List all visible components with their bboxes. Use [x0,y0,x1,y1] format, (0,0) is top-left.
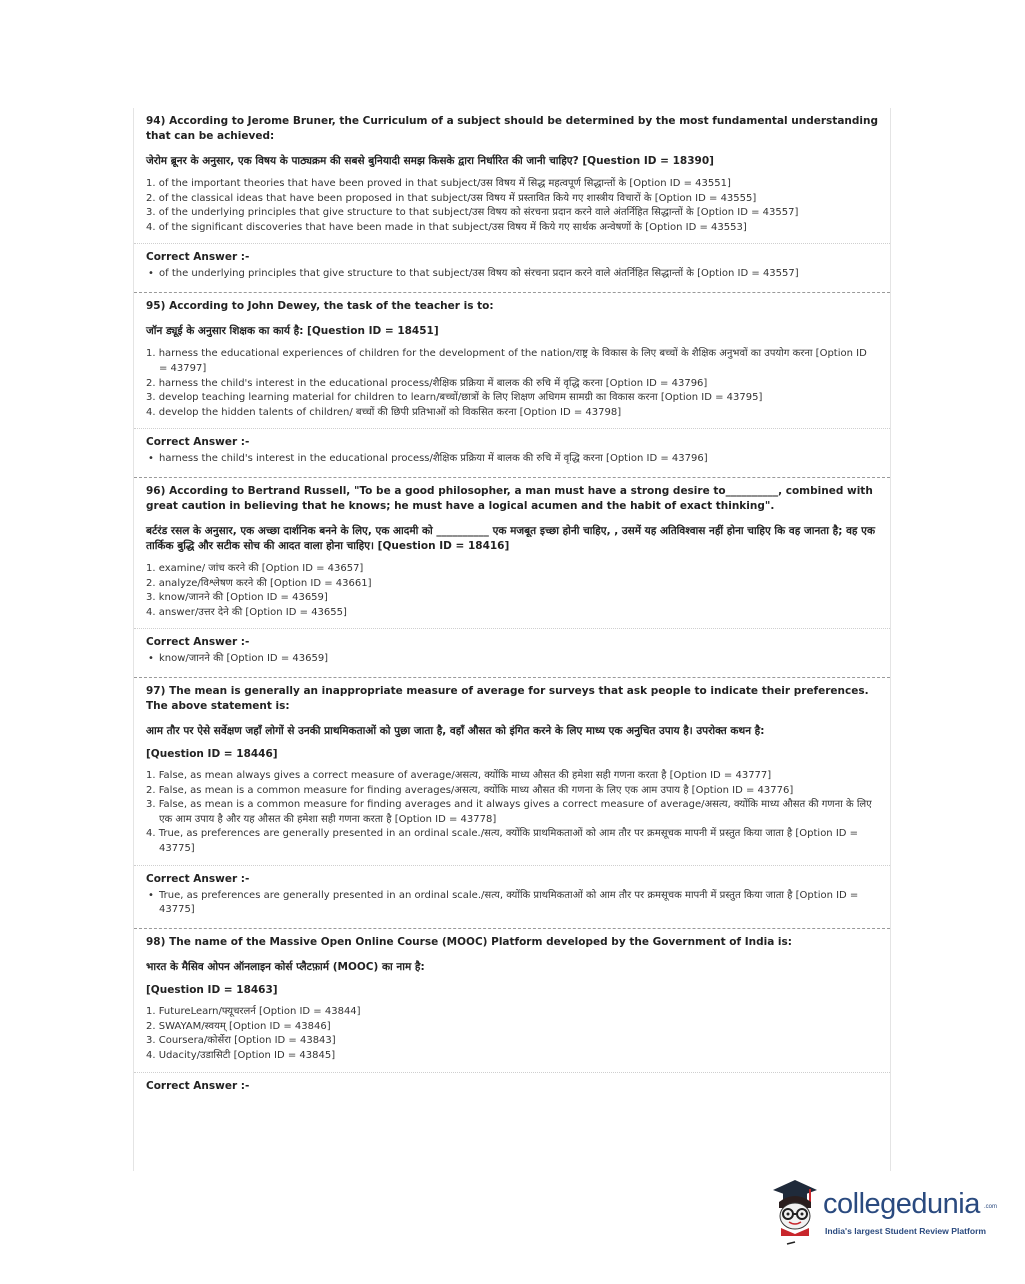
option-1: 1. harness the educational experiences of children for the development of the nation/राष्ट्र के विकास के लिए बच्चों के शैक्षिक अनुभवों का उपयोग करना [Option ID = 43797] [146,348,867,375]
correct-answer-text: • of the underlying principles that give structure to that subject/उस विषय को संरचना प्रदान करने वाले अंतर्निहित सिद्धान्तों के [Option ID = 43557] [146,267,878,282]
correct-answer-text: • True, as preferences are generally presented in an ordinal scale./सत्य, क्योंकि प्राथमिकताओं को आम तौर पर क्रमसूचक मापनी में प्रस्तुत किया जाता है [Option ID = 43775] [146,889,878,918]
logo-tagline: India's largest Student Review Platform [825,1226,987,1236]
option-4: 4. of the significant discoveries that have been made in that subject/उस विषय में किये गए सार्थक अन्वेषणों के [Option ID = 43553] [146,221,747,233]
option-4: 4. answer/उत्तर देने की [Option ID = 43655] [146,606,347,618]
option-2: 2. False, as mean is a common measure for finding averages/असत्य, क्योंकि माध्य औसत की गणना के लिए एक आम उपाय है [Option ID = 43776] [146,784,794,796]
correct-answer-label: Correct Answer :- [146,1079,250,1092]
option-4: 4. develop the hidden talents of children/ बच्चों की छिपी प्रतिभाओं को विकसित करना [Option ID = 43798] [146,406,622,418]
option-1: 1. FutureLearn/फ्यूचरलर्न [Option ID = 43844] [146,1006,361,1018]
question-hindi-text: जेरोम ब्रूनर के अनुसार, एक विषय के पाठ्यक्रम की सबसे बुनियादी समझ किसके द्वारा निर्धारित की जानी चाहिए? [Question ID = 18390] [146,155,714,167]
options-list [146,177,878,235]
correct-answer-98 [134,1073,890,1093]
option-3: 3. develop teaching learning material for children to learn/बच्चों/छात्रों के लिए शिक्षण अधिगम सामग्री का विकास करना [Option ID = 43795] [146,392,763,404]
logo-wordmark: collegedunia [823,1188,980,1220]
option-2: 2. harness the child's interest in the educational process/शैक्षिक प्रक्रिया में बालक की रुचि में वृद्धि करना [Option ID = 43796] [146,377,708,389]
question-98 [134,929,890,1064]
question-id: [Question ID = 18446] [146,748,278,760]
option-1: 1. of the important theories that have been proved in that subject/उस विषय में सिद्ध महत्वपूर्ण सिद्धान्तों के [Option ID = 43551] [146,178,731,189]
correct-answer-label: Correct Answer :- [146,636,250,649]
question-id: [Question ID = 18463] [146,984,278,997]
correct-answer-97 [134,866,890,918]
logo-tld: .com [984,1204,998,1210]
question-hindi-text: भारत के मैसिव ओपन ऑनलाइन कोर्स प्लैटफ़ार्म (MOOC) का नाम है: [146,961,425,974]
correct-answer-label: Correct Answer :- [146,251,250,264]
question-94 [134,108,890,235]
mascot-icon [765,1176,823,1246]
option-3: 3. False, as mean is a common measure for finding averages and it always gives a correct measure of average/असत्य, क्योंकि माध्य औसत की गणना के लिए एक आम उपाय है और यह औसत की हमेशा सही गणना करता है [Option ID = 43778] [146,799,872,825]
correct-answer-text: • harness the child's interest in the educational process/शैक्षिक प्रक्रिया में बालक की रुचि में वृद्धि करना [Option ID = 43796] [146,452,878,467]
options-list [146,562,878,620]
question-text: 96) According to Bertrand Russell, "To be a good philosopher, a man must have a strong desire to__________, combined with great caution in believing that he knows; he must have a logical acumen and the habit of exact thinking". [146,485,873,512]
option-4: 4. Udacity/उडासिटी [Option ID = 43845] [146,1050,336,1062]
collegedunia-logo[interactable] [765,1176,998,1246]
question-96 [134,478,890,620]
option-1: 1. False, as mean always gives a correct measure of average/असत्य, क्योंकि माध्य औसत की हमेशा सही गणना करता है [Option ID = 43777] [146,770,772,781]
correct-answer-95 [134,429,890,467]
question-hindi-text: आम तौर पर ऐसे सर्वेक्षण जहाँ लोगों से उनकी प्राथमिकताओं को पुछा जाता है, वहाँ औसत को इंगित करने के लिए माध्य एक अनुचित उपाय है। उपरोक्त कथन है: [146,725,765,737]
question-hindi-text: बर्टरंड रसल के अनुसार, एक अच्छा दार्शनिक बनने के लिए, एक आदमी को __________ एक मजबूत इच्छा होनी चाहिए, , उसमें यह अतिविश्वास नहीं होना चाहिए कि वह जानता है; वह एक तार्किक बुद्धि और सटीक सोच की आदत वाला होना चाहिए। [Question ID = 18416] [146,525,876,553]
correct-answer-label: Correct Answer :- [146,872,250,885]
option-3: 3. Coursera/कोर्सेरा [Option ID = 43843] [146,1035,336,1047]
question-text: 94) According to Jerome Bruner, the Curriculum of a subject should be determined by the most fundamental understanding that can be achieved: [146,115,878,142]
option-2: 2. SWAYAM/स्वयम् [Option ID = 43846] [146,1020,331,1032]
options-list [146,769,878,857]
correct-answer-96 [134,629,890,667]
question-97 [134,678,890,857]
option-2: 2. analyze/विश्लेषण करने की [Option ID = 43661] [146,577,372,589]
correct-answer-text: • know/जानने की [Option ID = 43659] [146,652,878,667]
correct-answer-94 [134,244,890,282]
question-text: 95) According to John Dewey, the task of the teacher is to: [146,299,494,312]
option-3: 3. of the underlying principles that give structure to that subject/उस विषय को संरचना प्रदान करने वाले अंतर्निहित सिद्धान्तों के [Option ID = 43557] [146,207,799,219]
question-text: 97) The mean is generally an inappropriate measure of average for surveys that ask people to indicate their preferences. The above statement is: [146,685,869,712]
question-hindi-text: जॉन ड्यूई के अनुसार शिक्षक का कार्य है: [Question ID = 18451] [146,325,439,338]
option-4: 4. True, as preferences are generally presented in an ordinal scale./सत्य, क्योंकि प्राथमिकताओं को आम तौर पर क्रमसूचक मापनी में प्रस्तुत किया जाता है [Option ID = 43775] [146,828,859,854]
option-1: 1. examine/ जांच करने की [Option ID = 43657] [146,563,364,575]
question-paper [133,108,891,1171]
options-list [146,1005,878,1063]
option-2: 2. of the classical ideas that have been proposed in that subject/उस विषय में प्रस्तावित किये गए शास्त्रीय विचारों के [Option ID = 43555] [146,192,757,204]
question-text: 98) The name of the Massive Open Online Course (MOOC) Platform developed by the Government of India is: [146,935,792,948]
correct-answer-label: Correct Answer :- [146,436,250,449]
option-3: 3. know/जानने की [Option ID = 43659] [146,592,328,604]
question-95 [134,293,890,420]
options-list [146,347,878,420]
